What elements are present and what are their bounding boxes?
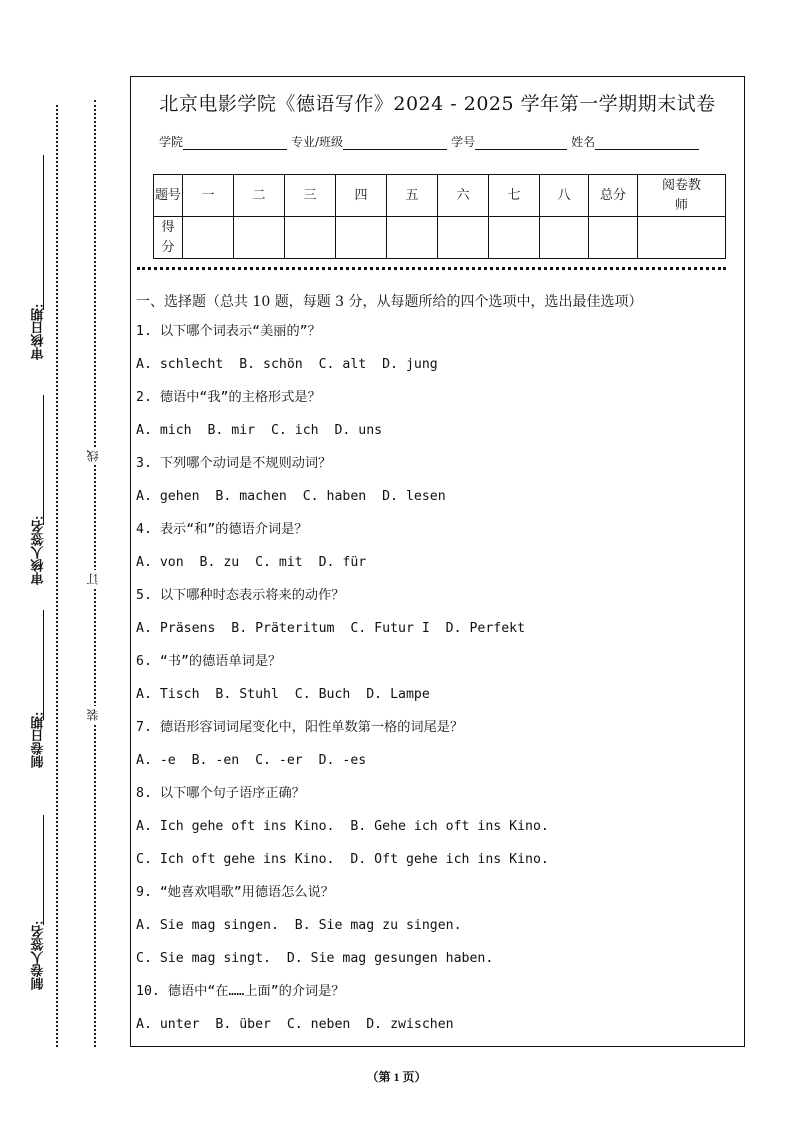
question-6: 6. “书”的德语单词是？ xyxy=(136,654,282,669)
score-row-label: 得分 xyxy=(154,217,183,259)
field-label-student-id: 学号 xyxy=(451,135,476,149)
options-1: A. schlecht B. schön C. alt D. jung xyxy=(136,357,438,372)
question-1: 1. 以下哪个词表示“美丽的”？ xyxy=(136,324,321,339)
options-8-ab: A. Ich gehe oft ins Kino. B. Gehe ich oft ins Kino. xyxy=(136,819,549,834)
reviewer-signature-label: 审核人签名: xyxy=(30,515,46,585)
student-id-input-line[interactable] xyxy=(475,137,567,150)
exam-title: 北京电影学院《德语写作》2024 - 2025 学年第一学期期末试卷 xyxy=(159,93,716,115)
score-cell-grader[interactable] xyxy=(638,217,726,259)
name-input-line[interactable] xyxy=(595,137,699,150)
question-9: 9. “她喜欢唱歌”用德语怎么说？ xyxy=(136,885,334,900)
question-section xyxy=(136,289,736,1048)
options-3: A. gehen B. machen C. haben D. lesen xyxy=(136,489,446,504)
score-cell-total[interactable] xyxy=(589,217,638,259)
header-cell-5: 五 xyxy=(387,175,438,217)
score-cell-5[interactable] xyxy=(387,217,438,259)
field-label-name: 姓名 xyxy=(571,135,596,149)
question-2: 2. 德语中“我”的主格形式是？ xyxy=(136,390,321,405)
header-cell-2: 二 xyxy=(234,175,285,217)
question-3: 3. 下列哪个动词是不规则动词？ xyxy=(136,456,332,471)
student-info-row xyxy=(159,133,703,150)
prep-date-label: 制卷日期: xyxy=(30,711,46,769)
score-table-header-row xyxy=(154,175,726,217)
score-cell-7[interactable] xyxy=(489,217,540,259)
header-cell-7: 七 xyxy=(489,175,540,217)
dotted-separator xyxy=(137,267,726,270)
header-cell-6: 六 xyxy=(438,175,489,217)
binding-mark-order: 订 xyxy=(84,570,104,588)
question-5: 5. 以下哪种时态表示将来的动作？ xyxy=(136,588,345,603)
score-table-score-row xyxy=(154,217,726,259)
score-cell-4[interactable] xyxy=(336,217,387,259)
field-label-college: 学院 xyxy=(159,135,184,149)
header-cell-grader: 阅卷教师 xyxy=(638,175,726,217)
binding-dotted-line-outer xyxy=(56,105,58,1047)
options-4: A. von B. zu C. mit D. für xyxy=(136,555,367,570)
question-8: 8. 以下哪个句子语序正确？ xyxy=(136,786,305,801)
page-number: （第 1 页） xyxy=(366,1070,427,1084)
options-6: A. Tisch B. Stuhl C. Buch D. Lampe xyxy=(136,687,430,702)
options-9-cd: C. Sie mag singt. D. Sie mag gesungen haben. xyxy=(136,951,494,966)
question-4: 4. 表示“和”的德语介词是？ xyxy=(136,522,308,537)
score-cell-6[interactable] xyxy=(438,217,489,259)
header-cell-3: 三 xyxy=(285,175,336,217)
binding-mark-line: 线 xyxy=(84,447,104,465)
options-7: A. -e B. -en C. -er D. -es xyxy=(136,753,367,768)
review-date-label: 审核日期: xyxy=(30,303,46,361)
score-cell-2[interactable] xyxy=(234,217,285,259)
header-cell-4: 四 xyxy=(336,175,387,217)
score-table xyxy=(153,174,726,259)
question-10: 10. 德语中“在……上面”的介词是？ xyxy=(136,984,345,999)
options-5: A. Präsens B. Präteritum C. Futur I D. Perfekt xyxy=(136,621,526,636)
college-input-line[interactable] xyxy=(183,137,287,150)
options-2: A. mich B. mir C. ich D. uns xyxy=(136,423,383,438)
options-8-cd: C. Ich oft gehe ins Kino. D. Oft gehe ich ins Kino. xyxy=(136,852,549,867)
exam-frame xyxy=(130,76,745,1047)
header-cell-question-number: 题号 xyxy=(154,175,183,217)
header-cell-1: 一 xyxy=(183,175,234,217)
header-cell-total: 总分 xyxy=(589,175,638,217)
question-7: 7. 德语形容词词尾变化中，阳性单数第一格的词尾是？ xyxy=(136,720,464,735)
preparer-signature-label: 制卷人签名: xyxy=(30,920,46,990)
field-label-major-class: 专业/班级 xyxy=(291,135,344,149)
section-title: 一、选择题（总共 10 题，每题 3 分，从每题所给的四个选项中，选出最佳选项） xyxy=(136,294,643,310)
options-9-ab: A. Sie mag singen. B. Sie mag zu singen. xyxy=(136,918,462,933)
major-class-input-line[interactable] xyxy=(343,137,447,150)
header-cell-8: 八 xyxy=(540,175,589,217)
binding-mark-bind: 装 xyxy=(84,706,104,724)
options-10: A. unter B. über C. neben D. zwischen xyxy=(136,1017,454,1032)
score-cell-8[interactable] xyxy=(540,217,589,259)
score-cell-3[interactable] xyxy=(285,217,336,259)
score-cell-1[interactable] xyxy=(183,217,234,259)
